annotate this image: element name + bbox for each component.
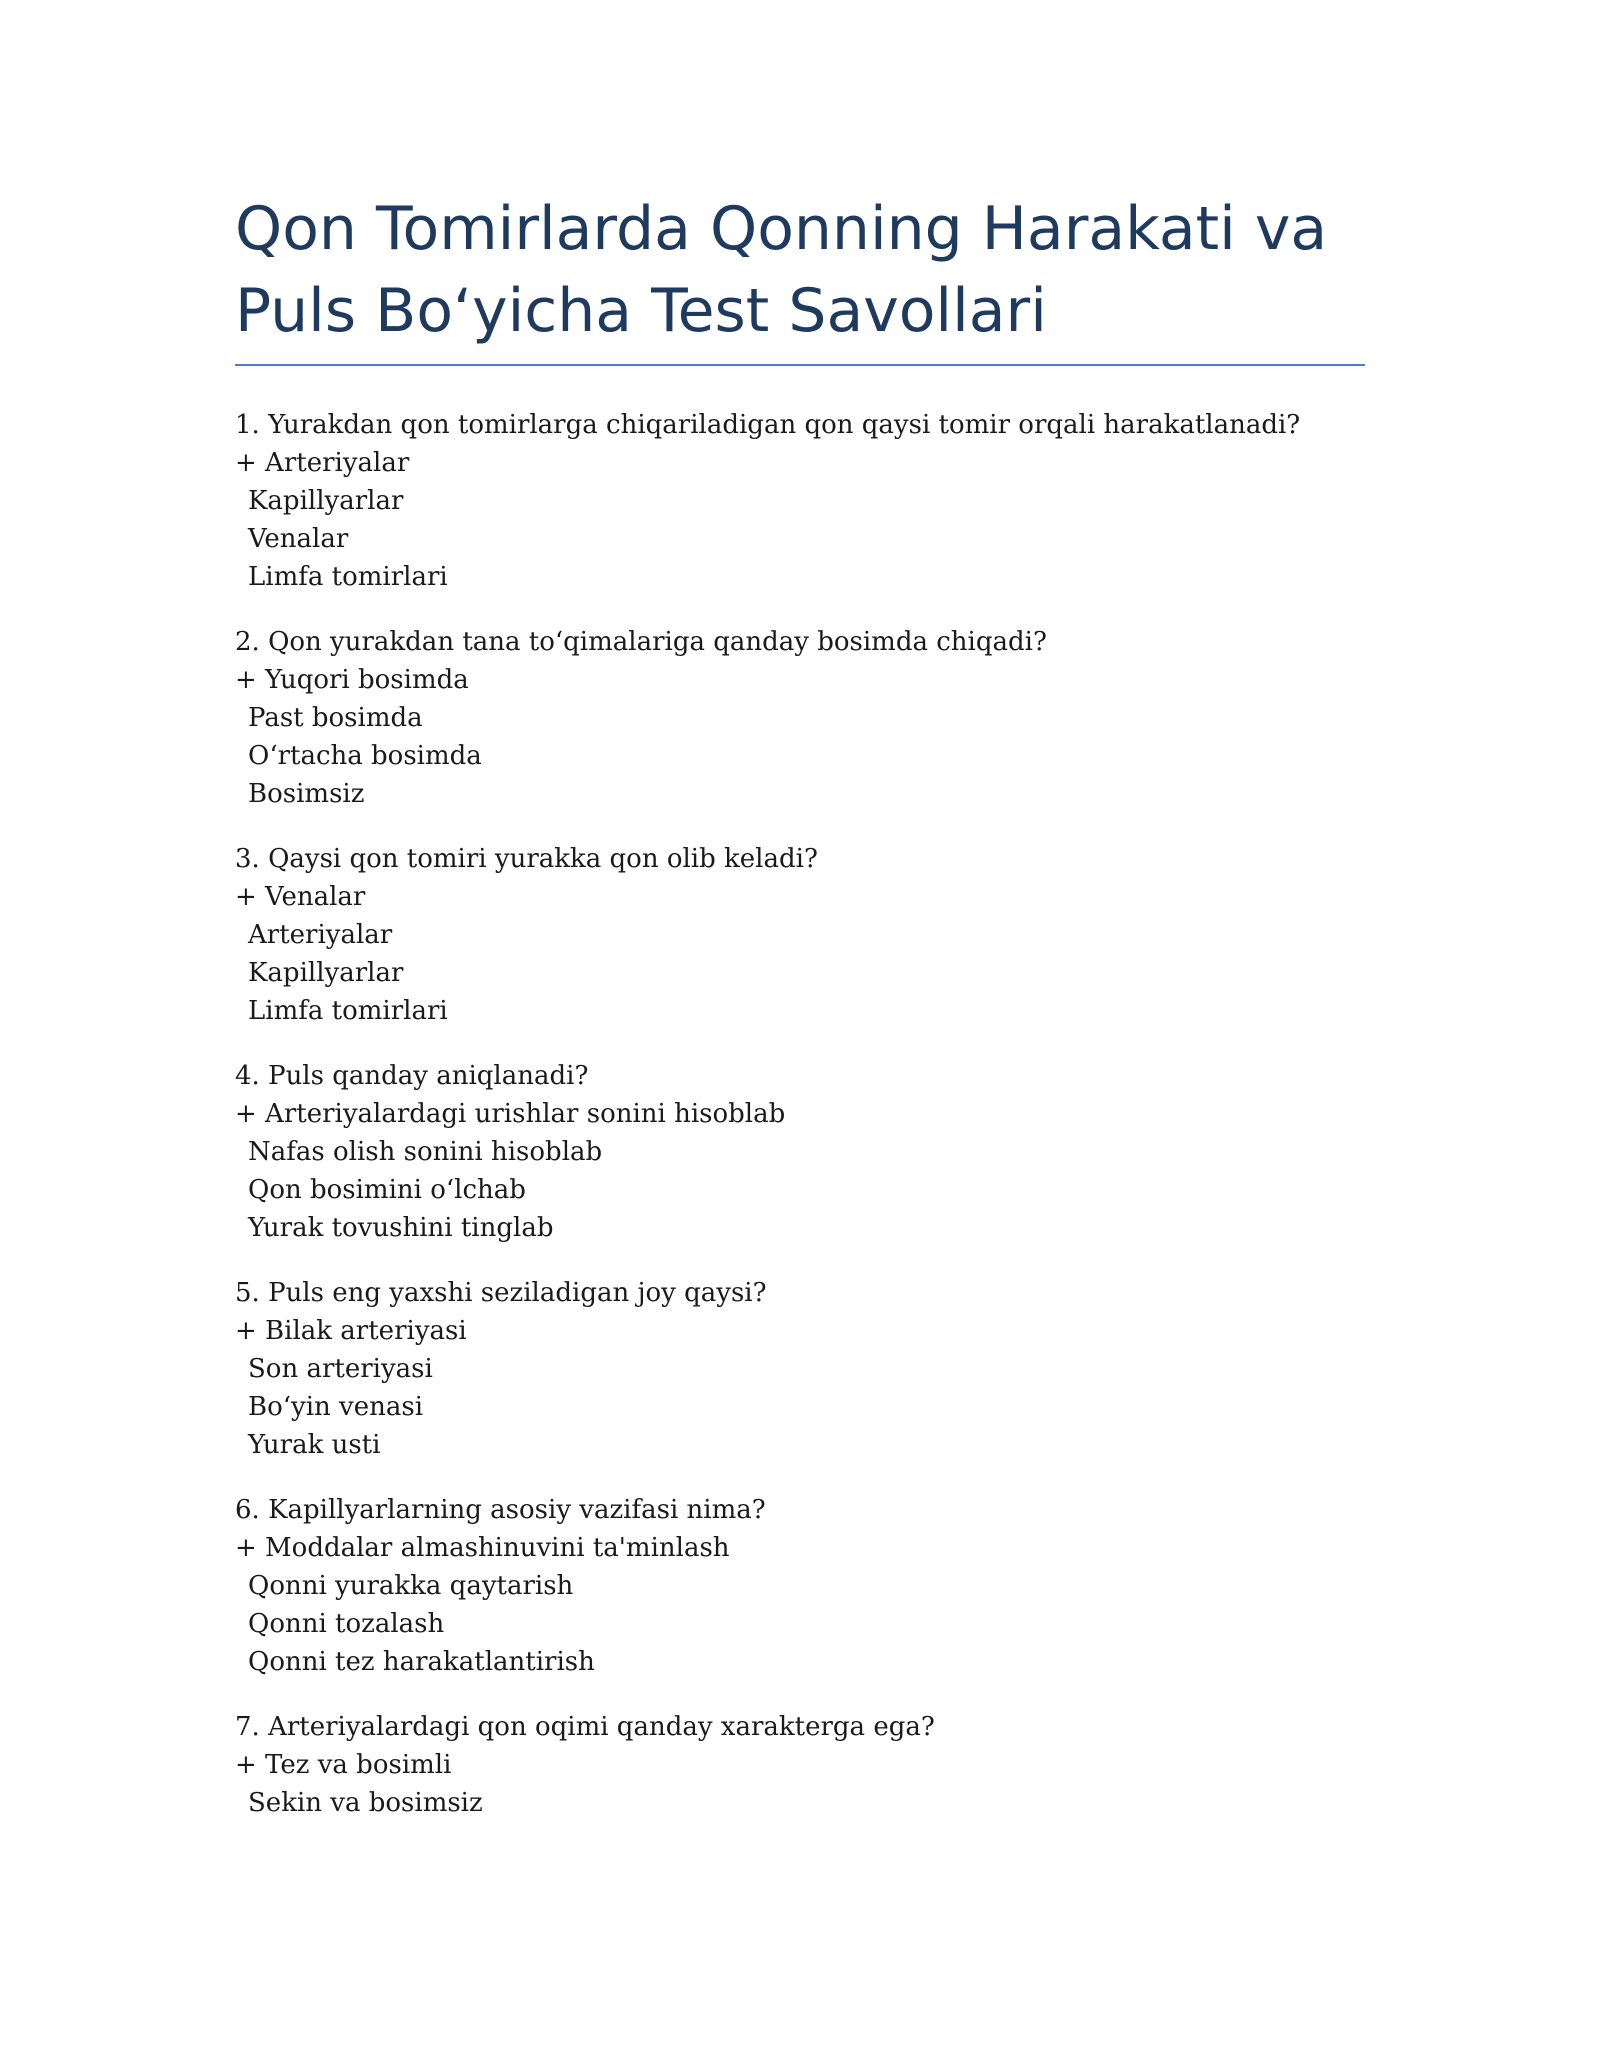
- question-text: 1. Yurakdan qon tomirlarga chiqariladigan qon qaysi tomir orqali harakatlanadi?: [235, 410, 1301, 440]
- answer-option: Sekin va bosimsiz: [248, 1788, 483, 1818]
- answer-option: Bosimsiz: [248, 779, 365, 809]
- answer-option: Limfa tomirlari: [248, 562, 448, 592]
- question-text: 3. Qaysi qon tomiri yurakka qon olib keladi?: [235, 844, 818, 874]
- question-text: 6. Kapillyarlarning asosiy vazifasi nima?: [235, 1495, 766, 1525]
- answer-option: Limfa tomirlari: [248, 996, 448, 1026]
- answer-option-correct: + Tez va bosimli: [235, 1750, 452, 1780]
- answer-option: Bo‘yin venasi: [248, 1392, 424, 1422]
- question-item: [235, 1491, 1365, 1681]
- question-item: [235, 1274, 1365, 1464]
- answer-option: Past bosimda: [248, 703, 423, 733]
- question-text: 5. Puls eng yaxshi seziladigan joy qaysi?: [235, 1278, 767, 1308]
- answer-option: O‘rtacha bosimda: [248, 741, 482, 771]
- question-list: [235, 406, 1365, 1849]
- question-item: [235, 840, 1365, 1030]
- answer-option: Yurak tovushini tinglab: [248, 1213, 554, 1243]
- answer-option: Son arteriyasi: [248, 1354, 433, 1384]
- answer-option: Kapillyarlar: [248, 958, 404, 988]
- answer-option: Qonni tozalash: [248, 1609, 445, 1639]
- answer-option: Qonni tez harakatlantirish: [248, 1647, 595, 1677]
- question-item: [235, 1057, 1365, 1247]
- question-item: [235, 1708, 1365, 1822]
- answer-option-correct: + Yuqori bosimda: [235, 665, 469, 695]
- question-item: [235, 406, 1365, 596]
- answer-option-correct: + Arteriyalardagi urishlar sonini hisoblab: [235, 1099, 786, 1129]
- question-text: 4. Puls qanday aniqlanadi?: [235, 1061, 589, 1091]
- answer-option: Qon bosimini o‘lchab: [248, 1175, 526, 1205]
- title-underline: [235, 364, 1365, 366]
- answer-option: Yurak usti: [248, 1430, 381, 1460]
- answer-option-correct: + Arteriyalar: [235, 448, 410, 478]
- answer-option: Kapillyarlar: [248, 486, 404, 516]
- answer-option: Qonni yurakka qaytarish: [248, 1571, 574, 1601]
- answer-option: Nafas olish sonini hisoblab: [248, 1137, 603, 1167]
- question-text: 7. Arteriyalardagi qon oqimi qanday xarakterga ega?: [235, 1712, 935, 1742]
- answer-option-correct: + Bilak arteriyasi: [235, 1316, 467, 1346]
- answer-option: Arteriyalar: [248, 920, 393, 950]
- question-text: 2. Qon yurakdan tana to‘qimalariga qanday bosimda chiqadi?: [235, 627, 1047, 657]
- answer-option-correct: + Moddalar almashinuvini ta'minlash: [235, 1533, 730, 1563]
- answer-option-correct: + Venalar: [235, 882, 366, 912]
- question-item: [235, 623, 1365, 813]
- answer-option: Venalar: [248, 524, 349, 554]
- document-title: Qon Tomirlarda Qonning Harakati va Puls Bo‘yicha Test Savollari: [235, 194, 1328, 346]
